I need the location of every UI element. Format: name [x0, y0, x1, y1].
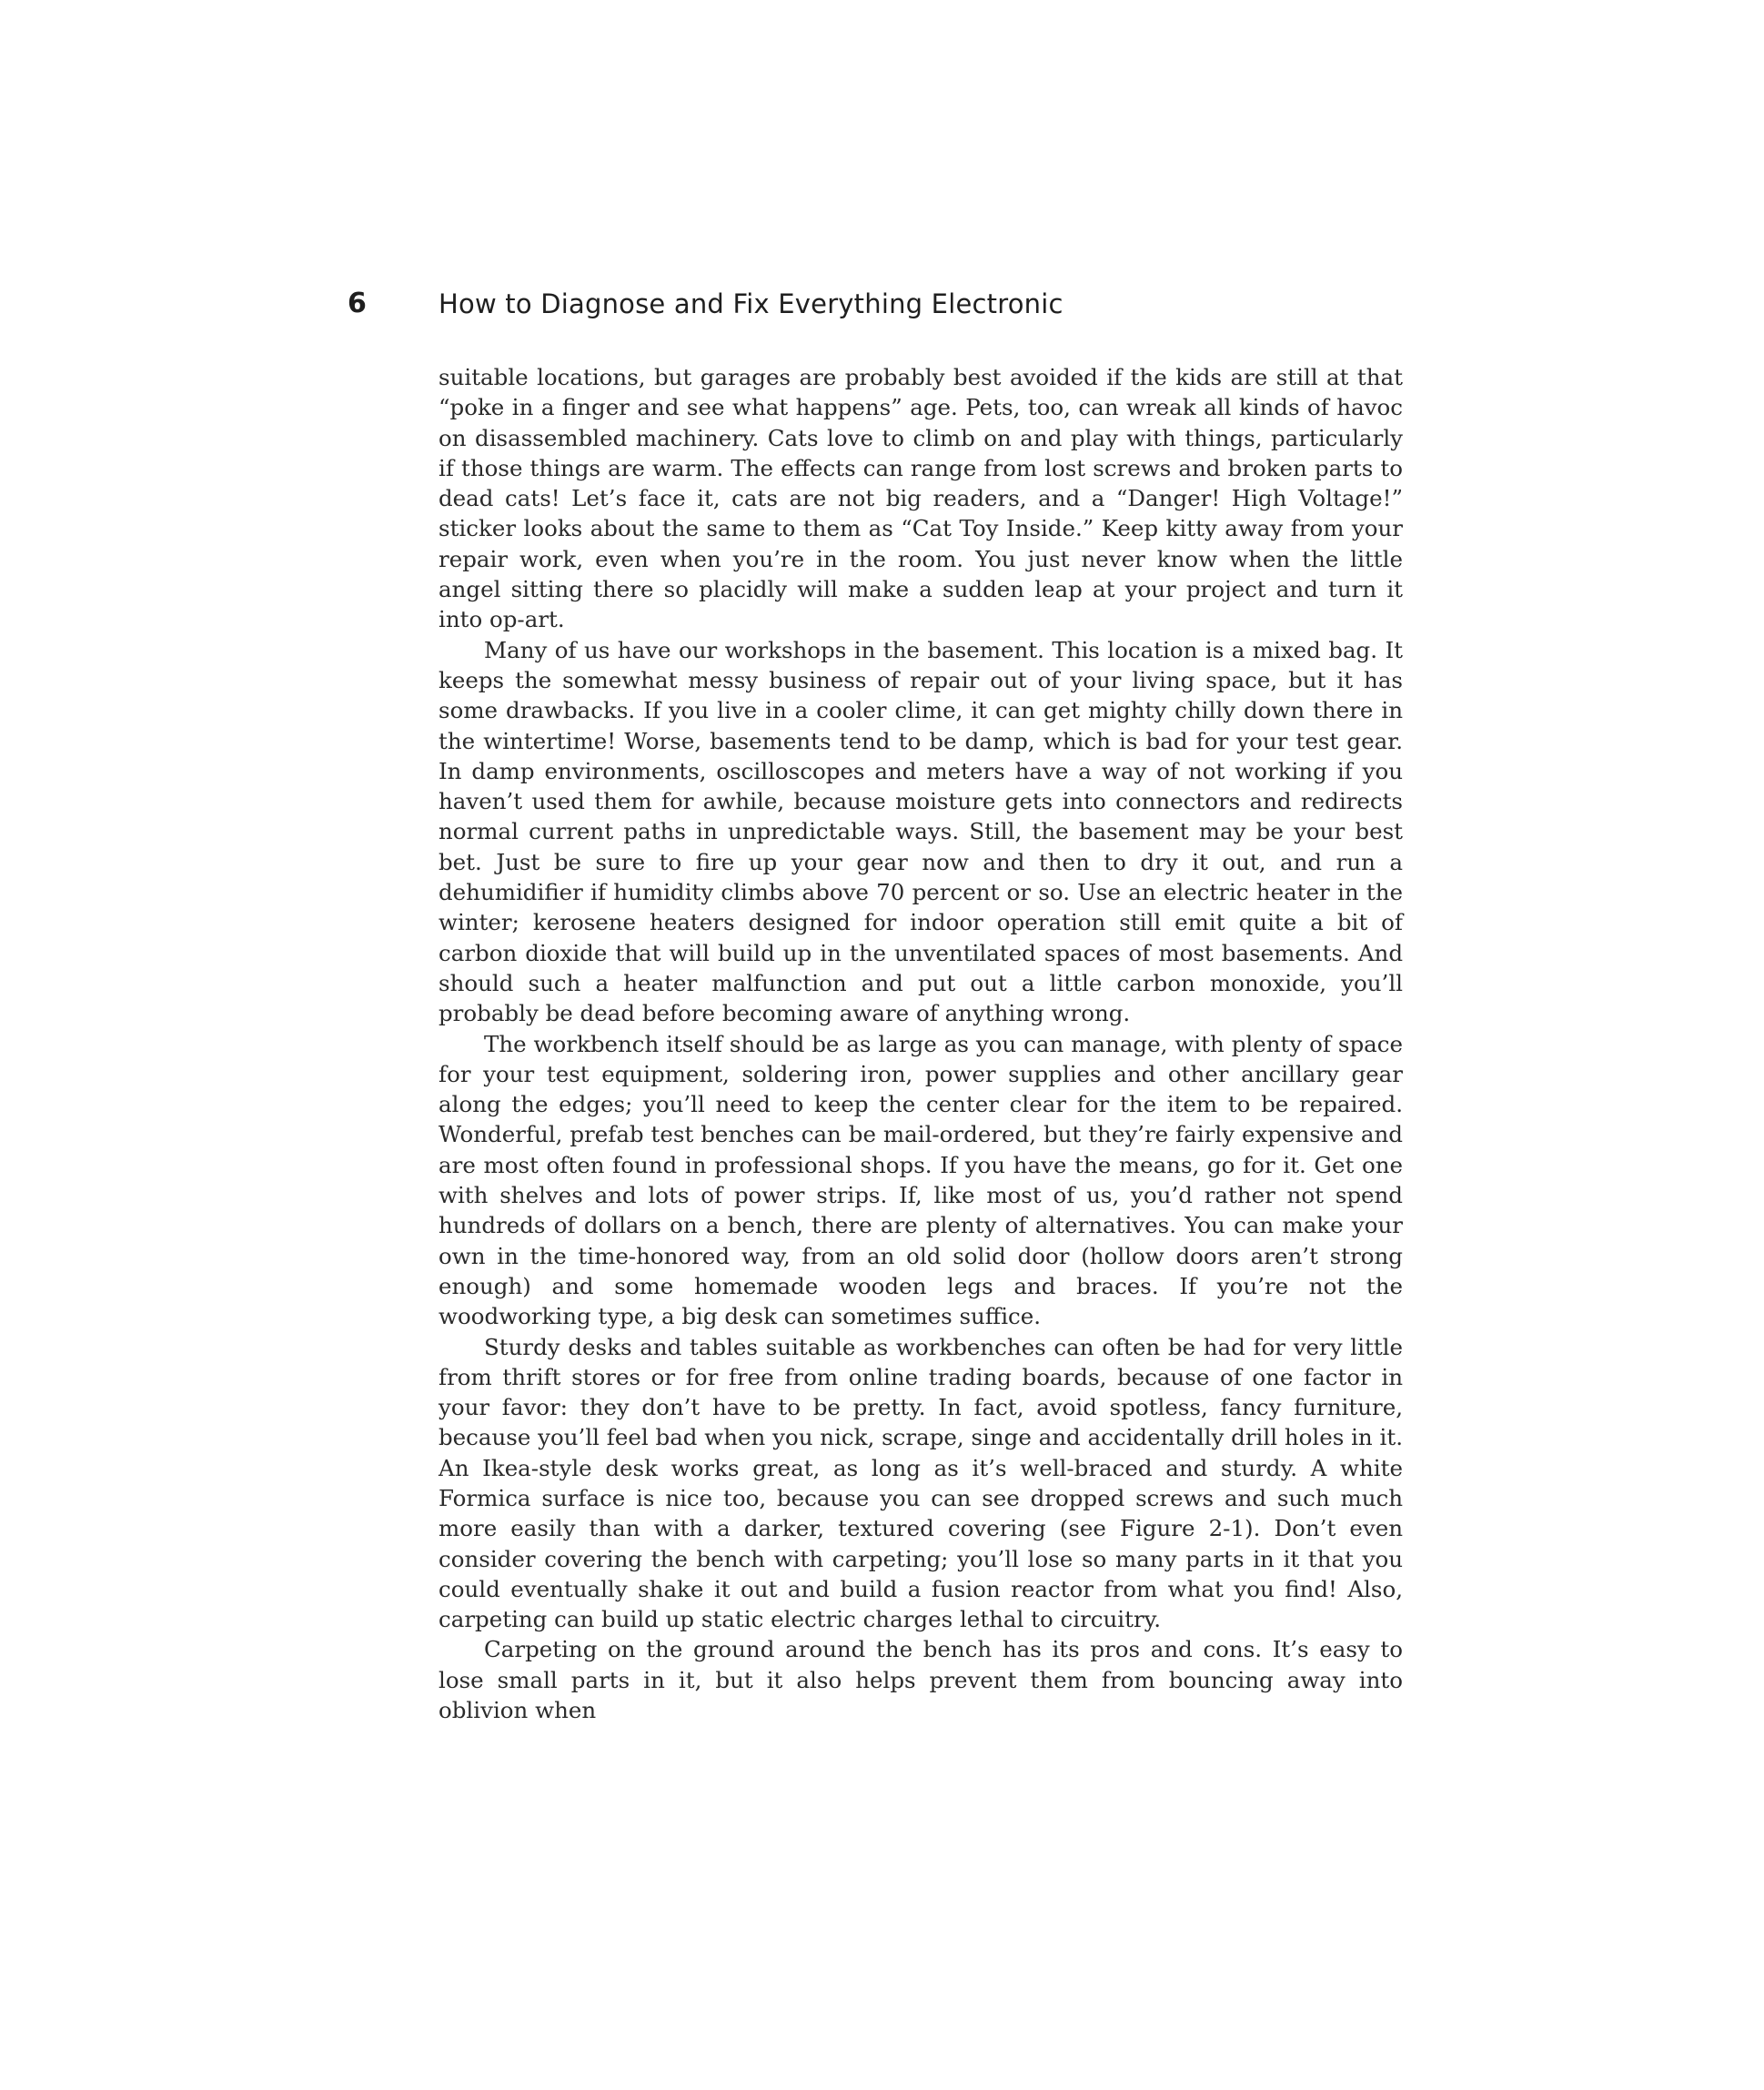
page-header	[348, 284, 1439, 324]
paragraph-continued: suitable locations, but garages are probably best avoided if the kids are still at that “poke in a finger and see what happens” age. Pets, too, can wreak all kinds of havoc on disassembled machinery. Cats love to climb on and play with things, particularly if those things are warm. The effects can range from lost screws and broken parts to dead cats! Let’s face it, cats are not big readers, and a “Danger! High Voltage!” sticker looks about the same to them as “Cat Toy Inside.” Keep kitty away from your repair work, even when you’re in the room. You just never know when the little angel sitting there so placidly will make a sudden leap at your project and turn it into op-art.	[438, 364, 1403, 633]
paragraph-desks: Sturdy desks and tables suitable as workbenches can often be had for very little from thrift stores or for free from online trading boards, because of one factor in your favor: they don’t have to be pretty. In fact, avoid spotless, fancy furniture, because you’ll feel bad when you nick, scrape, singe and accidentally drill holes in it. An Ikea-style desk works great, as long as it’s well-braced and sturdy. A white Formica surface is nice too, because you can see dropped screws and such much more easily than with a darker, textured covering (see Figure 2-1). Don’t even consider covering the bench with carpeting; you’ll lose so many parts in it that you could eventually shake it out and build a fusion reactor from what you find! Also, carpeting can build up static electric charges lethal to circuitry.	[438, 1333, 1403, 1633]
page-number: 6	[348, 288, 367, 319]
paragraph-workbench: The workbench itself should be as large as you can manage, with plenty of space for your test equipment, soldering iron, power supplies and other ancillary gear along the edges; you’ll need to keep the center clear for the item to be repaired. Wonderful, prefab test benches can be mail-ordered, but they’re fairly expensive and are most often found in professional shops. If you have the means, go for it. Get one with shelves and lots of power strips. If, like most of us, you’d rather not spend hundreds of dollars on a bench, there are plenty of alternatives. You can make your own in the time-honored way, from an old solid door (hollow doors aren’t strong enough) and some homemade wooden legs and braces. If you’re not the woodworking type, a big desk can sometimes suffice.	[438, 1030, 1403, 1330]
paragraph-basement: Many of us have our workshops in the basement. This location is a mixed bag. It keeps the somewhat messy business of repair out of your living space, but it has some drawbacks. If you live in a cooler clime, it can get mighty chilly down there in the wintertime! Worse, basements tend to be damp, which is bad for your test gear. In damp environments, oscilloscopes and meters have a way of not working if you haven’t used them for awhile, because moisture gets into connectors and redirects normal current paths in unpredictable ways. Still, the basement may be your best bet. Just be sure to fire up your gear now and then to dry it out, and run a dehumidifier if humidity climbs above 70 percent or so. Use an electric heater in the winter; kerosene heaters designed for indoor operation still emit quite a bit of carbon dioxide that will build up in the unventilated spaces of most basements. And should such a heater malfunction and put out a little carbon monoxide, you’ll probably be dead before becoming aware of anything wrong.	[438, 636, 1403, 1027]
running-title: How to Diagnose and Fix Everything Electronic	[438, 288, 1063, 319]
paragraph-carpeting: Carpeting on the ground around the bench has its pros and cons. It’s easy to lose small parts in it, but it also helps prevent them from bouncing away into oblivion when	[438, 1636, 1403, 1724]
body-text	[438, 362, 1403, 1725]
